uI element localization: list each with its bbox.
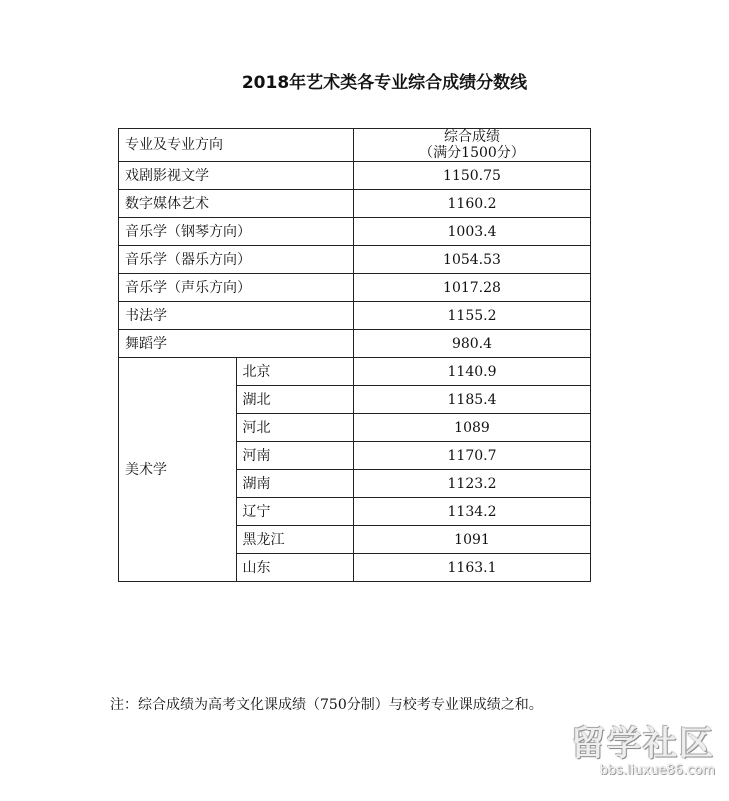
score-cell: 1160.2 [354,190,591,218]
region-cell: 黑龙江 [236,526,354,554]
major-cell: 戏剧影视文学 [119,162,354,190]
major-cell: 书法学 [119,302,354,330]
region-cell: 湖南 [236,470,354,498]
footnote: 注：综合成绩为高考文化课成绩（750分制）与校考专业课成绩之和。 [110,697,543,713]
score-cell: 1123.2 [354,470,591,498]
watermark-logo [545,725,715,787]
watermark-main-text: 留学社区 [571,724,715,764]
table-row [119,218,591,246]
score-cell: 1091 [354,526,591,554]
table-row [119,274,591,302]
table-header-row [119,129,591,162]
major-cell: 音乐学（声乐方向） [119,274,354,302]
region-cell: 河北 [236,414,354,442]
major-cell: 音乐学（器乐方向） [119,246,354,274]
table-row [119,302,591,330]
header-major-cell: 专业及专业方向 [119,129,354,162]
region-cell: 湖北 [236,386,354,414]
watermark-url: bbs.liuxue86.com [599,763,715,778]
major-cell: 音乐学（钢琴方向） [119,218,354,246]
major-cell: 数字媒体艺术 [119,190,354,218]
score-cell: 1054.53 [354,246,591,274]
score-cell: 980.4 [354,330,591,358]
document-title: 2018年艺术类各专业综合成绩分数线 [241,73,528,93]
score-cell: 1089 [354,414,591,442]
score-cell: 1017.28 [354,274,591,302]
table-row [119,330,591,358]
region-cell: 山东 [236,554,354,582]
region-cell: 辽宁 [236,498,354,526]
fine-arts-major-cell: 美术学 [119,358,237,582]
score-table [118,128,591,582]
table-row [119,162,591,190]
header-score-cell [354,129,591,162]
major-cell: 舞蹈学 [119,330,354,358]
score-cell: 1150.75 [354,162,591,190]
header-score-max: （满分1500分） [419,145,525,161]
score-cell: 1155.2 [354,302,591,330]
region-cell: 河南 [236,442,354,470]
score-cell: 1185.4 [354,386,591,414]
table-row [119,190,591,218]
header-score-title: 综合成绩 [444,129,500,145]
score-cell: 1134.2 [354,498,591,526]
table-row [119,358,591,386]
score-cell: 1163.1 [354,554,591,582]
score-cell: 1170.7 [354,442,591,470]
region-cell: 北京 [236,358,354,386]
score-cell: 1140.9 [354,358,591,386]
table-row [119,246,591,274]
score-cell: 1003.4 [354,218,591,246]
